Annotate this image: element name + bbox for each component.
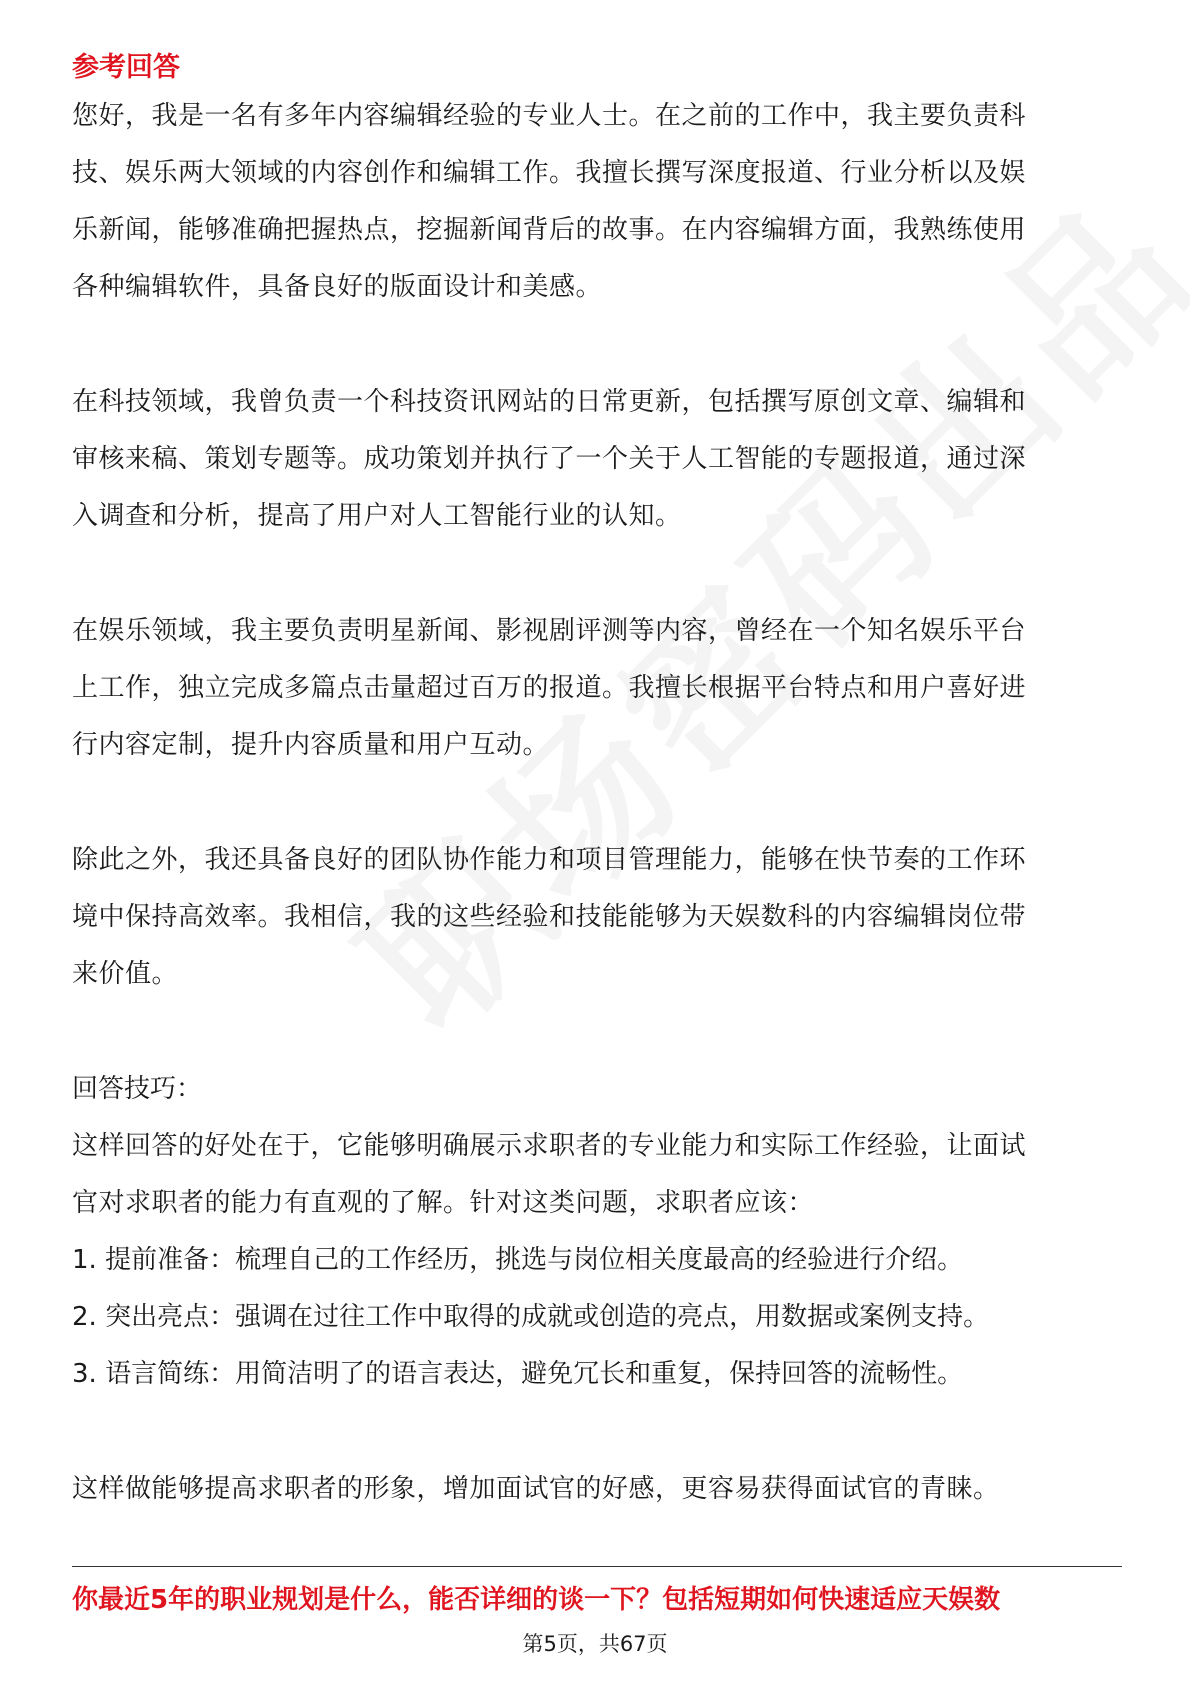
text-line: 在科技领域，我曾负责一个科技资讯网站的日常更新，包括撰写原创文章、编辑和 xyxy=(72,387,1027,417)
text-line: 各种编辑软件，具备良好的版面设计和美感。 xyxy=(72,272,603,302)
text-line: 入调查和分析，提高了用户对人工智能行业的认知。 xyxy=(72,501,682,531)
answer-paragraph-2 xyxy=(72,374,1122,545)
text-line: 您好，我是一名有多年内容编辑经验的专业人士。在之前的工作中，我主要负责科 xyxy=(72,101,1027,131)
page-content xyxy=(72,48,1122,1518)
tips-intro-line: 官对求职者的能力有直观的了解。针对这类问题，求职者应该： xyxy=(72,1188,815,1218)
text-line: 除此之外，我还具备良好的团队协作能力和项目管理能力，能够在快节奏的工作环 xyxy=(72,845,1027,875)
answer-paragraph-3 xyxy=(72,603,1122,774)
text-line: 技、娱乐两大领域的内容创作和编辑工作。我擅长撰写深度报道、行业分析以及娱 xyxy=(72,158,1027,188)
tips-intro-line: 这样回答的好处在于，它能够明确展示求职者的专业能力和实际工作经验，让面试 xyxy=(72,1131,1027,1161)
text-line: 乐新闻，能够准确把握热点，挖掘新闻背后的故事。在内容编辑方面，我熟练使用 xyxy=(72,215,1027,245)
text-line: 境中保持高效率。我相信，我的这些经验和技能能够为天娱数科的内容编辑岗位带 xyxy=(72,902,1027,932)
text-line: 在娱乐领域，我主要负责明星新闻、影视剧评测等内容，曾经在一个知名娱乐平台 xyxy=(72,616,1027,646)
tips-conclusion: 这样做能够提高求职者的形象，增加面试官的好感，更容易获得面试官的青睐。 xyxy=(72,1474,1000,1504)
tip-item: 3. 语言简练：用简洁明了的语言表达，避免冗长和重复，保持回答的流畅性。 xyxy=(72,1359,964,1389)
answer-paragraph-4 xyxy=(72,832,1122,1003)
text-line: 来价值。 xyxy=(72,959,179,989)
divider xyxy=(72,1566,1122,1567)
section-title: 参考回答 xyxy=(72,52,180,83)
next-question-title: 你最近5年的职业规划是什么，能否详细的谈一下？包括短期如何快速适应天娱数 xyxy=(72,1585,1001,1615)
text-line: 行内容定制，提升内容质量和用户互动。 xyxy=(72,730,550,760)
tips-section xyxy=(72,1061,1122,1518)
text-line: 审核来稿、策划专题等。成功策划并执行了一个关于人工智能的专题报道，通过深 xyxy=(72,444,1027,474)
tip-item: 1. 提前准备：梳理自己的工作经历，挑选与岗位相关度最高的经验进行介绍。 xyxy=(72,1245,964,1275)
page-footer: 第5页，共67页 xyxy=(522,1632,668,1656)
answer-paragraph-1 xyxy=(72,88,1122,316)
text-line: 上工作，独立完成多篇点击量超过百万的报道。我擅长根据平台特点和用户喜好进 xyxy=(72,673,1027,703)
tips-title: 回答技巧： xyxy=(72,1074,203,1104)
tip-item: 2. 突出亮点：强调在过往工作中取得的成就或创造的亮点，用数据或案例支持。 xyxy=(72,1302,990,1332)
